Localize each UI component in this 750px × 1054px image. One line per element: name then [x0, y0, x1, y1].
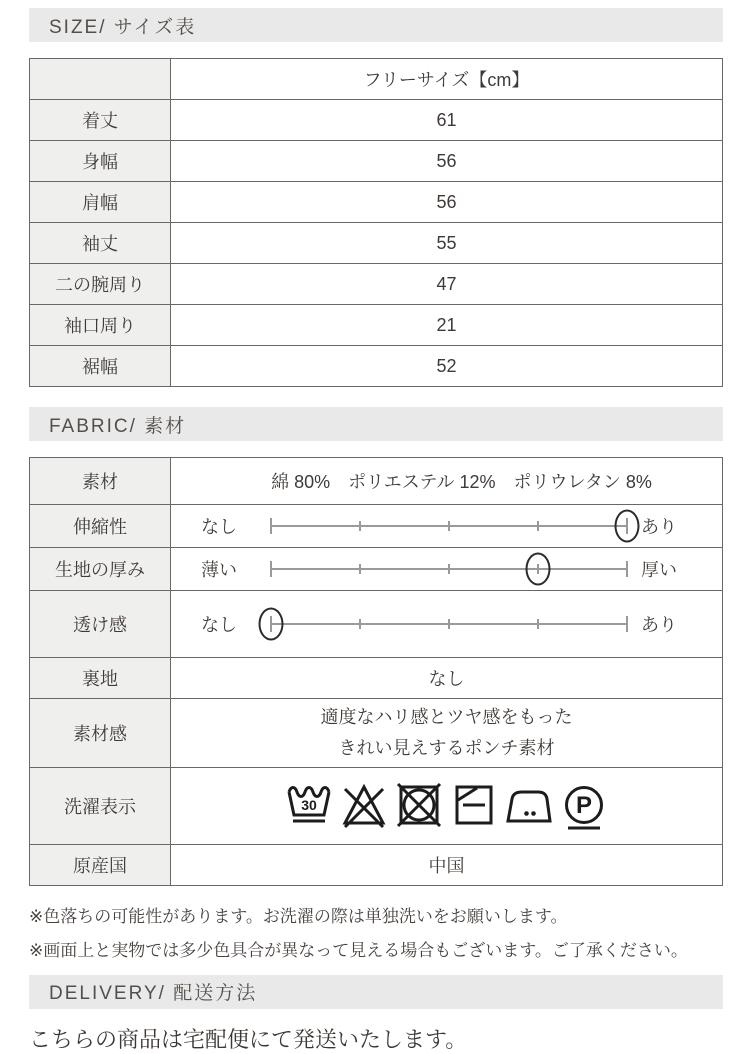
fabric-section-title: FABRIC/ 素材	[49, 415, 187, 437]
svg-text:30: 30	[301, 797, 317, 813]
svg-text:P: P	[575, 792, 593, 819]
size-row-label: 肩幅	[30, 182, 171, 223]
size-row-value: 52	[171, 346, 723, 387]
table-row	[30, 264, 723, 305]
wash-30-gentle-icon	[285, 778, 333, 834]
scale-tick	[626, 616, 628, 632]
thickness-scale	[171, 549, 722, 589]
table-row	[30, 346, 723, 387]
fabric-row-label: 素材	[30, 458, 171, 505]
scale-tick	[359, 521, 361, 531]
size-row-value: 56	[171, 141, 723, 182]
size-table-header-cell: フリーサイズ【cm】	[171, 59, 723, 100]
fabric-table	[29, 457, 723, 886]
scale-tick	[270, 518, 272, 534]
scale-tick	[626, 561, 628, 577]
table-row	[30, 100, 723, 141]
fabric-row-label: 裏地	[30, 658, 171, 699]
scale-tick	[359, 564, 361, 574]
scale-right-label: 厚い	[641, 560, 677, 580]
size-row-value: 61	[171, 100, 723, 141]
size-row-value: 21	[171, 305, 723, 346]
size-row-label: 着丈	[30, 100, 171, 141]
table-row	[30, 182, 723, 223]
size-row-value: 56	[171, 182, 723, 223]
scale-tick	[537, 619, 539, 629]
fabric-row-texture	[30, 699, 723, 768]
scale-left-label: なし	[201, 615, 237, 635]
fabric-row-label: 洗濯表示	[30, 768, 171, 845]
size-row-value: 47	[171, 264, 723, 305]
texture-line-1: 適度なハリ感とツヤ感をもった	[320, 707, 573, 728]
size-table-corner-cell	[30, 59, 171, 100]
stretch-scale	[171, 506, 722, 546]
scale-marker-circle	[615, 510, 640, 543]
lining-value: なし	[171, 658, 723, 699]
scale-left-label: なし	[201, 517, 237, 537]
scale-track	[271, 506, 627, 546]
size-section-title: SIZE/ サイズ表	[49, 16, 197, 38]
table-row	[30, 141, 723, 182]
size-section-header	[29, 8, 723, 42]
size-row-label: 身幅	[30, 141, 171, 182]
size-row-label: 袖口周り	[30, 305, 171, 346]
scale-tick	[359, 619, 361, 629]
size-table-header-row	[30, 59, 723, 100]
note-color-difference: ※画面上と実物では多少色具合が異なって見える場合もございます。ご了承ください。	[29, 941, 688, 961]
fabric-section-header	[29, 407, 723, 441]
delivery-text: こちらの商品は宅配便にて発送いたします。	[29, 1026, 468, 1052]
delivery-section-header	[29, 975, 723, 1009]
scale-tick	[537, 521, 539, 531]
size-table	[29, 58, 723, 387]
scale-tick	[448, 564, 450, 574]
fabric-row-material	[30, 458, 723, 505]
fabric-row-stretch	[30, 505, 723, 548]
origin-value: 中国	[171, 845, 723, 886]
do-not-bleach-icon	[340, 778, 388, 834]
fabric-row-label: 素材感	[30, 699, 171, 768]
size-row-label: 裾幅	[30, 346, 171, 387]
fabric-row-origin	[30, 845, 723, 886]
dry-flat-in-shade-icon	[450, 778, 498, 834]
do-not-tumble-dry-icon	[395, 778, 443, 834]
sheerness-scale	[171, 604, 722, 644]
scale-tick	[448, 619, 450, 629]
fabric-row-lining	[30, 658, 723, 699]
size-row-value: 55	[171, 223, 723, 264]
scale-tick	[270, 561, 272, 577]
delivery-section-title: DELIVERY/ 配送方法	[49, 983, 258, 1005]
dry-clean-p-icon	[560, 778, 608, 834]
fabric-row-label: 原産国	[30, 845, 171, 886]
material-composition: 綿 80% ポリエステル 12% ポリウレタン 8%	[171, 458, 723, 505]
texture-line-2: きれい見えするポンチ素材	[338, 738, 555, 758]
scale-track	[271, 604, 627, 644]
scale-marker-circle	[259, 608, 284, 641]
fabric-row-sheerness	[30, 591, 723, 658]
size-row-label: 袖丈	[30, 223, 171, 264]
fabric-row-label: 生地の厚み	[30, 548, 171, 591]
fabric-row-thickness	[30, 548, 723, 591]
iron-medium-icon	[505, 778, 553, 834]
fabric-row-label: 透け感	[30, 591, 171, 658]
scale-marker-circle	[526, 553, 551, 586]
table-row	[30, 223, 723, 264]
scale-right-label: あり	[641, 517, 677, 537]
scale-tick	[448, 521, 450, 531]
table-row	[30, 305, 723, 346]
scale-right-label: あり	[641, 615, 677, 635]
texture-description	[171, 702, 722, 763]
scale-left-label: 薄い	[201, 560, 237, 580]
fabric-row-care	[30, 768, 723, 845]
notes	[29, 904, 723, 965]
scale-track	[271, 549, 627, 589]
size-row-label: 二の腕周り	[30, 264, 171, 305]
fabric-row-label: 伸縮性	[30, 505, 171, 548]
note-color-fading: ※色落ちの可能性があります。お洗濯の際は単独洗いをお願いします。	[29, 907, 568, 926]
care-symbols	[171, 778, 722, 834]
